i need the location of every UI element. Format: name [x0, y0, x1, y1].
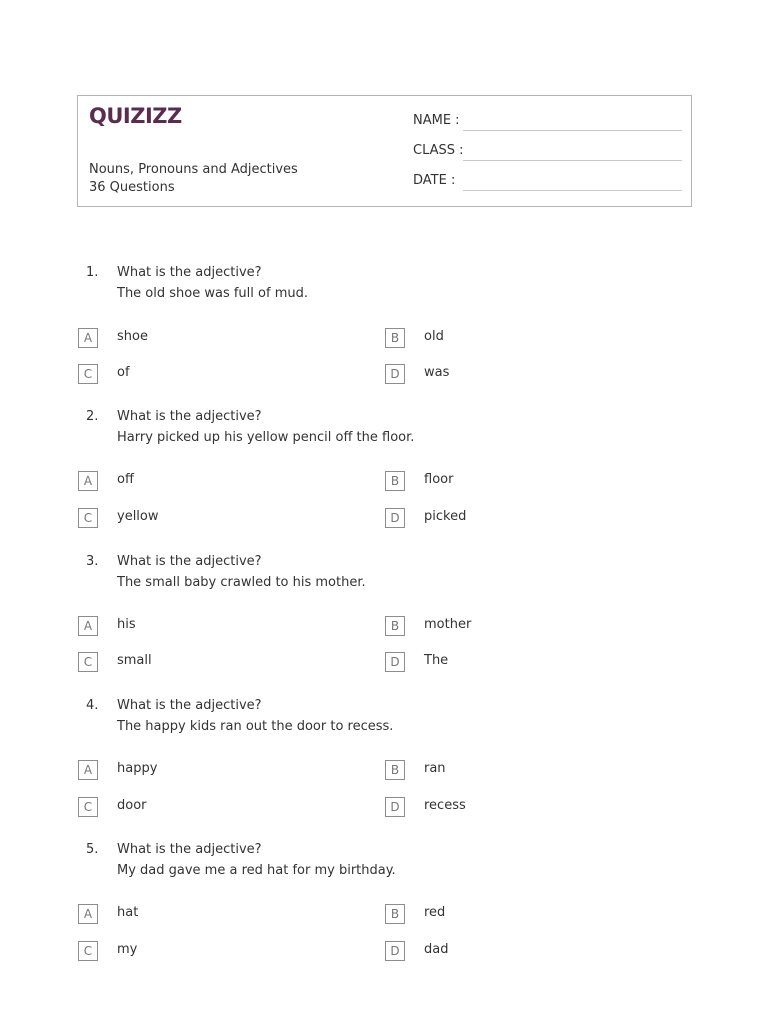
option-c-text[interactable]: small [117, 653, 152, 668]
option-c-text[interactable]: of [117, 365, 130, 380]
question-sentence: Harry picked up his yellow pencil off the floor. [117, 430, 415, 445]
option-b-text[interactable]: red [424, 905, 446, 920]
option-c-letter[interactable]: C [78, 508, 98, 528]
question-sentence: The happy kids ran out the door to recess. [117, 719, 394, 734]
option-d-text[interactable]: recess [424, 798, 466, 813]
option-d-letter[interactable]: D [385, 797, 405, 817]
question-sentence: My dad gave me a red hat for my birthday. [117, 863, 396, 878]
worksheet-header [77, 95, 692, 207]
option-b-text[interactable]: ran [424, 761, 446, 776]
question-sentence: The small baby crawled to his mother. [117, 575, 366, 590]
worksheet-title: Nouns, Pronouns and Adjectives [89, 162, 298, 177]
question-number: 1. [86, 265, 99, 280]
question-count: 36 Questions [89, 180, 175, 195]
option-a-text[interactable]: his [117, 617, 136, 632]
option-c-letter[interactable]: C [78, 652, 98, 672]
option-d-letter[interactable]: D [385, 652, 405, 672]
question-sentence: The old shoe was full of mud. [117, 286, 308, 301]
option-d-letter[interactable]: D [385, 508, 405, 528]
option-b-text[interactable]: old [424, 329, 444, 344]
option-d-text[interactable]: was [424, 365, 450, 380]
question-prompt: What is the adjective? [117, 265, 262, 280]
date-label: DATE : [413, 173, 456, 188]
option-b-letter[interactable]: B [385, 471, 405, 491]
option-d-text[interactable]: dad [424, 942, 449, 957]
question-prompt: What is the adjective? [117, 554, 262, 569]
quizizz-logo: QUIZIZZ [89, 104, 182, 128]
option-b-text[interactable]: mother [424, 617, 472, 632]
option-b-letter[interactable]: B [385, 328, 405, 348]
option-c-letter[interactable]: C [78, 941, 98, 961]
option-a-letter[interactable]: A [78, 328, 98, 348]
option-a-text[interactable]: shoe [117, 329, 148, 344]
question-number: 2. [86, 409, 99, 424]
option-d-letter[interactable]: D [385, 941, 405, 961]
question-number: 5. [86, 842, 99, 857]
option-a-letter[interactable]: A [78, 904, 98, 924]
option-b-text[interactable]: floor [424, 472, 454, 487]
question-number: 4. [86, 698, 99, 713]
name-label: NAME : [413, 113, 460, 128]
question-number: 3. [86, 554, 99, 569]
option-d-text[interactable]: The [424, 653, 449, 668]
question-prompt: What is the adjective? [117, 698, 262, 713]
question-prompt: What is the adjective? [117, 409, 262, 424]
option-c-letter[interactable]: C [78, 364, 98, 384]
option-b-letter[interactable]: B [385, 616, 405, 636]
class-label: CLASS : [413, 143, 464, 158]
option-b-letter[interactable]: B [385, 760, 405, 780]
option-d-letter[interactable]: D [385, 364, 405, 384]
option-a-letter[interactable]: A [78, 760, 98, 780]
option-b-letter[interactable]: B [385, 904, 405, 924]
date-field[interactable] [463, 190, 682, 191]
name-field[interactable] [463, 130, 682, 131]
option-a-letter[interactable]: A [78, 616, 98, 636]
option-a-text[interactable]: off [117, 472, 134, 487]
question-prompt: What is the adjective? [117, 842, 262, 857]
option-d-text[interactable]: picked [424, 509, 467, 524]
option-c-text[interactable]: my [117, 942, 138, 957]
option-c-letter[interactable]: C [78, 797, 98, 817]
class-field[interactable] [463, 160, 682, 161]
option-a-text[interactable]: happy [117, 761, 158, 776]
option-a-text[interactable]: hat [117, 905, 139, 920]
option-a-letter[interactable]: A [78, 471, 98, 491]
option-c-text[interactable]: door [117, 798, 147, 813]
option-c-text[interactable]: yellow [117, 509, 159, 524]
